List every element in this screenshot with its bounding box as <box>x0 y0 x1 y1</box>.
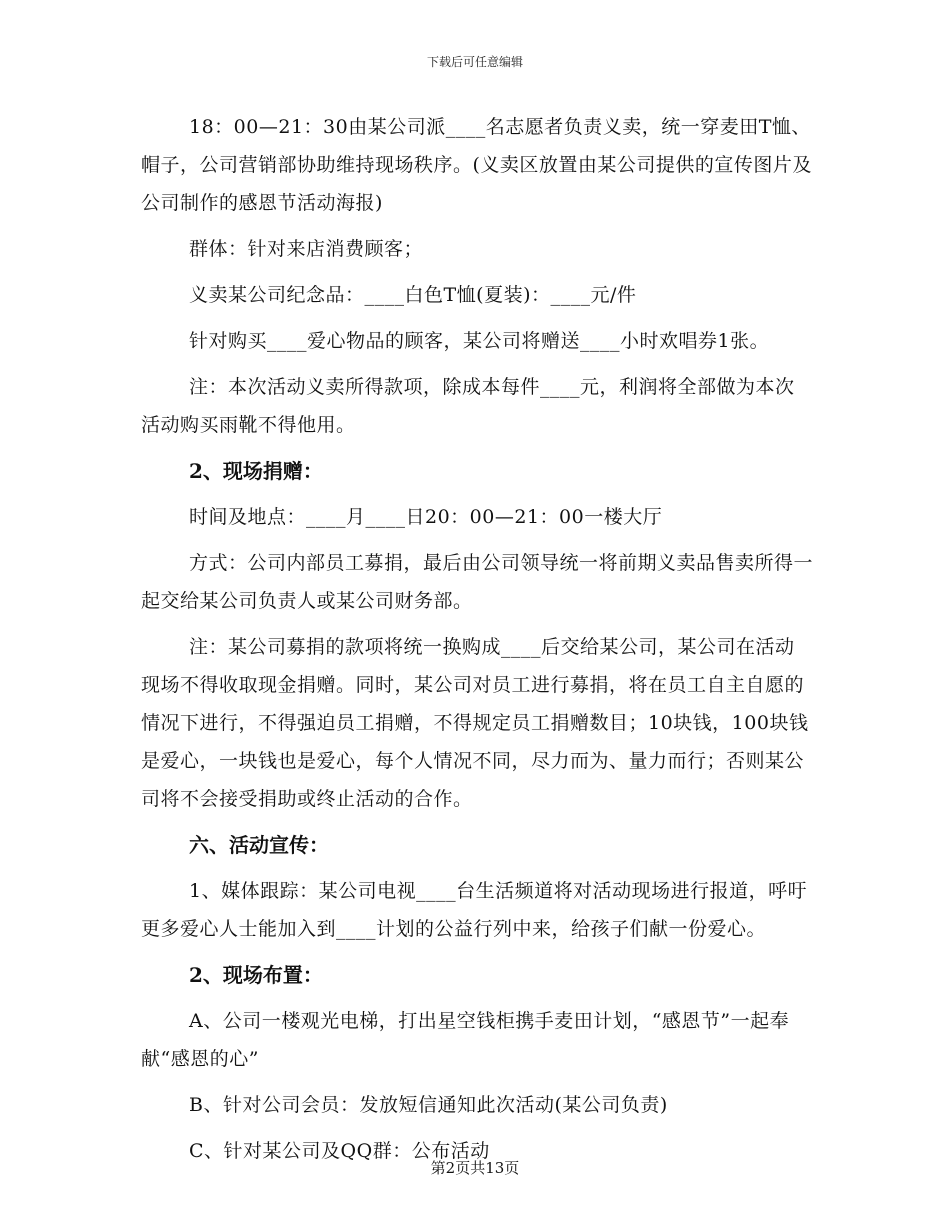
document-body <box>141 108 813 1170</box>
paragraph-time-location: 时间及地点：____月____日20：00—21：00一楼大厅 <box>189 506 663 528</box>
paragraph-karaoke-voucher: 针对购买____爱心物品的顾客，某公司将赠送____小时欢唱券1张。 <box>189 330 770 352</box>
paragraph-elevator-banner: A、公司一楼观光电梯，打出星空钱柜携手麦田计划，“感恩节”一起奉献“感恩的心” <box>141 1010 790 1070</box>
paragraph-target-group: 群体：针对来店消费顾客； <box>189 238 424 260</box>
page-header: 下载后可任意编辑 <box>426 55 523 69</box>
paragraph-donation-method: 方式：公司内部员工募捐，最后由公司领导统一将前期义卖品售卖所得一起交给某公司负责人或某公司财务部。 <box>141 552 814 612</box>
paragraph-souvenir-price: 义卖某公司纪念品：____白色T恤(夏装)：____元/件 <box>189 284 637 306</box>
paragraph-donation-note: 注：某公司募捐的款项将统一换购成____后交给某公司，某公司在活动现场不得收取现金捐赠。同时，某公司对员工进行募捐，将在员工自主自愿的情况下进行，不得强迫员工捐赠，不得规定员工捐赠数目；10块钱，100块钱是爱心，一块钱也是爱心，每个人情况不同，尽力而为、量力而行；否则某公司将不会接受捐助或终止活动的合作。 <box>141 636 809 810</box>
heading-promotion: 六、活动宣传： <box>189 833 329 857</box>
paragraph-sale-note: 注：本次活动义卖所得款项，除成本每件____元，利润将全部做为本次活动购买雨靴不得他用。 <box>141 376 795 436</box>
paragraph-volunteer-sale: 18：00—21：30由某公司派____名志愿者负责义卖，统一穿麦田T恤、帽子，公司营销部协助维持现场秩序。(义卖区放置由某公司提供的宣传图片及公司制作的感恩节活动海报) <box>141 116 812 214</box>
paragraph-qq-group: C、针对某公司及QQ群：公布活动 <box>189 1140 490 1162</box>
heading-site-layout: 2、现场布置： <box>189 963 323 987</box>
heading-onsite-donation: 2、现场捐赠： <box>189 459 323 483</box>
paragraph-media-tracking: 1、媒体跟踪：某公司电视____台生活频道将对活动现场进行报道，呼吁更多爱心人士能加入到____计划的公益行列中来，给孩子们献一份爱心。 <box>141 880 808 940</box>
page-footer: 第2页共13页 <box>430 1159 520 1177</box>
paragraph-member-sms: B、针对公司会员：发放短信通知此次活动(某公司负责) <box>189 1094 668 1116</box>
